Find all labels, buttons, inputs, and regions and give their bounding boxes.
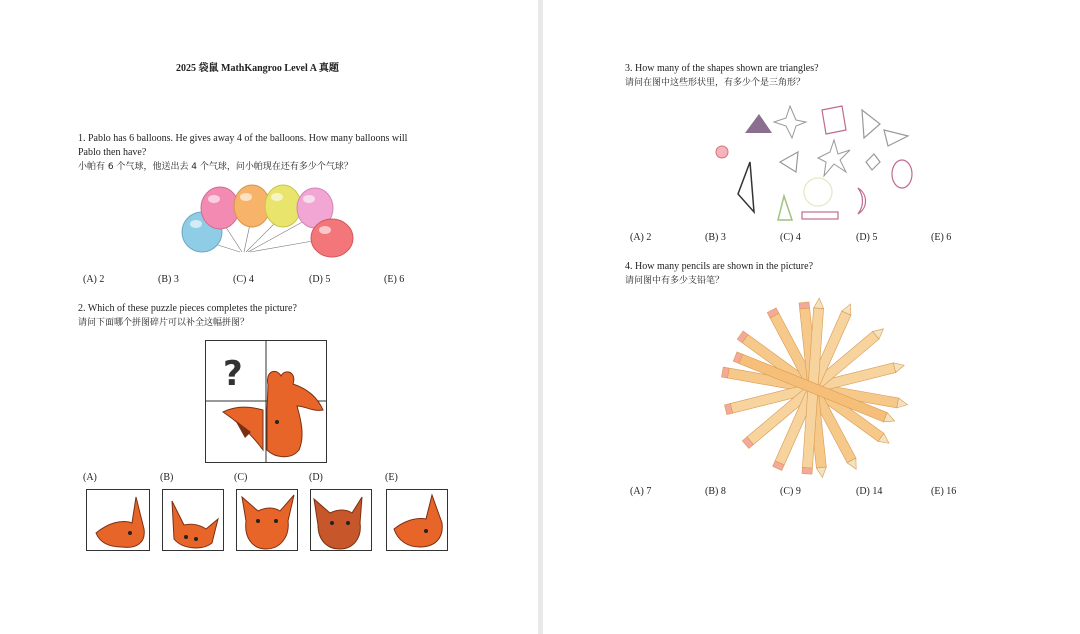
q2-option-a-label[interactable]: (A) [83,472,97,483]
q4-text-cn: 请问图中有多少支铅笔？ [625,276,725,286]
pencils-image [723,300,903,480]
quadrilateral-shape [822,106,846,134]
balloon-pink [201,187,239,229]
q4-options [543,486,1080,500]
shapes-image [708,100,918,225]
q3-option-e[interactable]: (E) 6 [931,232,952,243]
q2-option-e-label[interactable]: (E) [385,472,398,483]
q1-text-line1: 1. Pablo has 6 balloons. He gives away 4 of the balloons. How many balloons will [78,133,408,144]
triangle-outline-1 [862,110,880,138]
q3-option-b[interactable]: (B) 3 [705,232,726,243]
q2-option-d-piece[interactable] [310,489,372,551]
star-shape-2 [818,140,850,176]
q2-option-c-label[interactable]: (C) [234,472,248,483]
triangle-outline-4 [738,162,754,212]
q4-option-d[interactable]: (D) 14 [856,486,883,497]
q3-text-cn: 请问在图中这些形状里，有多少个是三角形？ [625,78,806,88]
q4-option-c[interactable]: (C) 9 [780,486,801,497]
q3-option-a[interactable]: (A) 2 [630,232,652,243]
q3-text: 3. How many of the shapes shown are triangles? [625,63,819,74]
q4-text: 4. How many pencils are shown in the picture? [625,261,814,272]
triangle-filled [745,114,772,133]
q2-option-b-piece[interactable] [162,489,224,551]
puzzle-grid [205,340,327,463]
q2-option-d-label[interactable]: (D) [309,472,323,483]
right-page [543,0,1080,634]
q3-option-c[interactable]: (C) 4 [780,232,801,243]
balloon-yellow [265,185,301,227]
star-shape [774,106,806,138]
q2-option-a-piece[interactable] [86,489,150,551]
q4-option-b[interactable]: (B) 8 [705,486,726,497]
q1-option-b[interactable]: (B) 3 [158,274,179,285]
q2-option-e-piece[interactable] [386,489,448,551]
q2-text-cn: 请问下面哪个拼图碎片可以补全这幅拼图？ [78,318,250,328]
q4-option-a[interactable]: (A) 7 [630,486,652,497]
q2-option-labels [0,472,538,486]
q1-text-line2: Pablo then have? [78,147,147,158]
triangle-outline-3 [780,152,798,172]
crescent-shape [858,188,866,214]
triangle-outline-5 [778,196,792,220]
q1-option-d[interactable]: (D) 5 [309,274,331,285]
q1-option-c[interactable]: (C) 4 [233,274,254,285]
faint-circle-shape [804,178,832,206]
q2-option-b-label[interactable]: (B) [160,472,174,483]
q4-option-e[interactable]: (E) 16 [931,486,957,497]
q1-option-e[interactable]: (E) 6 [384,274,405,285]
triangle-outline-2 [884,130,908,146]
diamond-shape [866,154,880,170]
balloons-image [180,180,360,260]
q3-option-d[interactable]: (D) 5 [856,232,878,243]
rectangle-shape [802,212,838,219]
ellipse-shape [892,160,912,188]
q2-option-c-piece[interactable] [236,489,298,551]
q3-options [543,232,1080,246]
q1-text-cn: 小帕有 6 个气球，他送出去 4 个气球，问小帕现在还有多少个气球？ [78,162,353,172]
page-title: 2025 袋鼠 MathKangroo Level A 真题 [176,63,339,74]
q1-options [0,274,538,288]
puzzle-question-mark: ? [223,354,243,394]
balloon-red [311,219,353,257]
q1-option-a[interactable]: (A) 2 [83,274,105,285]
circle-shape [716,146,728,158]
q2-text: 2. Which of these puzzle pieces completes the picture? [78,303,297,314]
left-page [0,0,538,634]
